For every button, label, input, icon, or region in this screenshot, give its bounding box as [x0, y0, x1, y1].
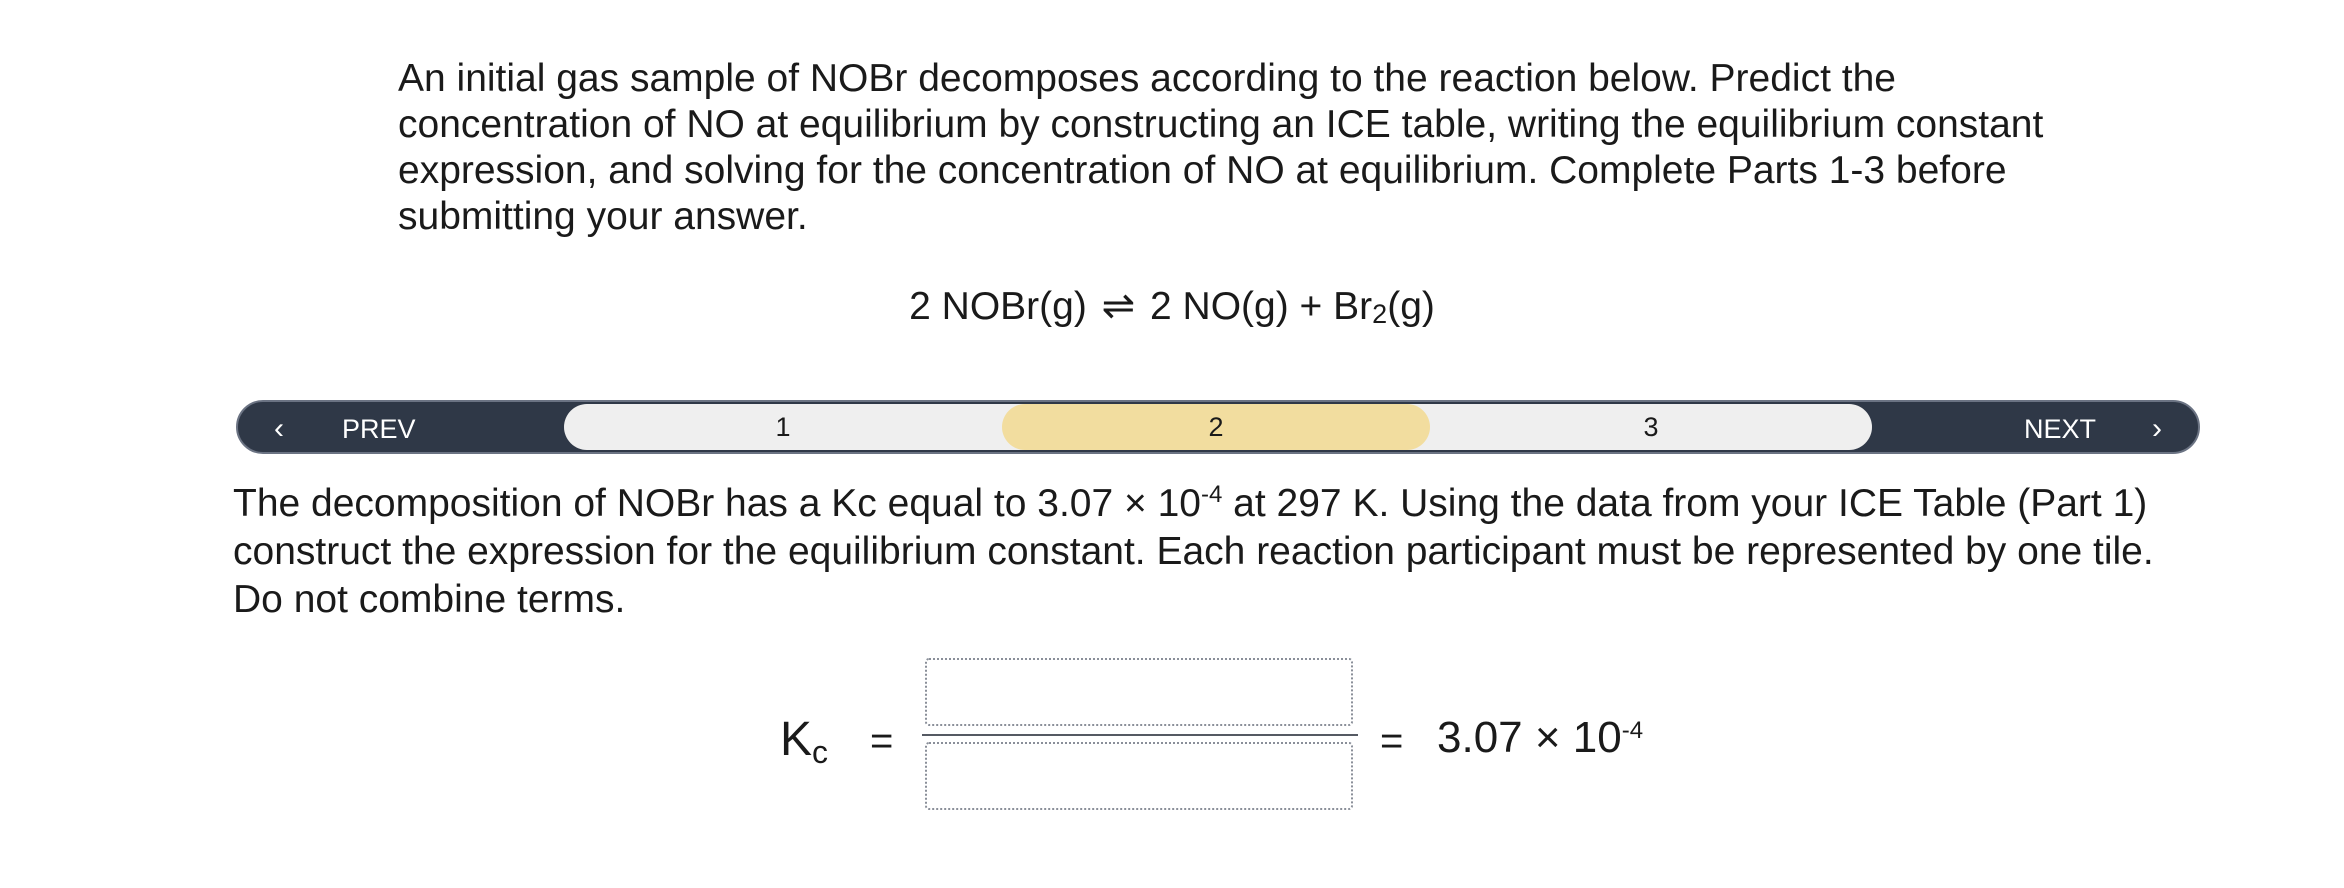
kc-subscript: c	[812, 734, 829, 770]
k-value	[1437, 710, 1643, 766]
kc-symbol: $K_c$	[780, 713, 829, 770]
next-label: NEXT	[2023, 413, 2096, 444]
equilibrium-arrows-icon: ⇌	[1101, 284, 1136, 328]
chevron-right-icon: ›	[2152, 411, 2162, 445]
equals-sign-1: =	[870, 719, 894, 763]
numerator-drop-tile[interactable]	[925, 658, 1353, 726]
prev-button[interactable]	[274, 402, 554, 452]
step-2-active[interactable]: 2	[1002, 404, 1430, 450]
reaction-reactant: 2 NOBr(g)	[909, 285, 1087, 328]
desc-exponent: -4	[1201, 481, 1223, 508]
k-mantissa: 3.07 × 10	[1437, 713, 1622, 762]
step-track	[564, 404, 1872, 450]
reaction-products-tail: (g)	[1387, 285, 1435, 328]
next-button[interactable]	[1882, 402, 2162, 452]
reaction-br2-subscript: 2	[1372, 299, 1388, 329]
reaction-products: 2 NO(g) + Br	[1150, 285, 1373, 328]
question-intro: An initial gas sample of NOBr decomposes according to the reaction below. Predict the concentration of NO at equilibrium by constructing an ICE table, writing the equilibrium constant expression, and solving for the concentration of NO at equilibrium. Complete Parts 1-3 before submitting your answer.	[398, 57, 2044, 238]
desc-text-2: at 297 K. Using the data from your ICE Table (Part 1) construct the expression for the equilibrium constant. Each reaction participant must be represented by one tile. Do not combine terms.	[233, 482, 2154, 621]
chevron-left-icon: ‹	[274, 411, 284, 445]
desc-text-1: The decomposition of NOBr has a Kc equal to 3.07 × 10	[233, 482, 1201, 525]
prev-label: PREV	[342, 413, 416, 444]
step-1[interactable]: 1	[775, 412, 791, 442]
equals-sign-2: =	[1380, 719, 1404, 763]
reaction-equation	[0, 280, 2344, 340]
denominator-drop-tile[interactable]	[925, 742, 1353, 810]
k-exponent: -4	[1621, 717, 1644, 744]
part-stepper	[236, 400, 2200, 454]
fraction-bar	[922, 734, 1358, 736]
step-3[interactable]: 3	[1643, 412, 1659, 442]
part2-instructions	[233, 480, 2213, 624]
